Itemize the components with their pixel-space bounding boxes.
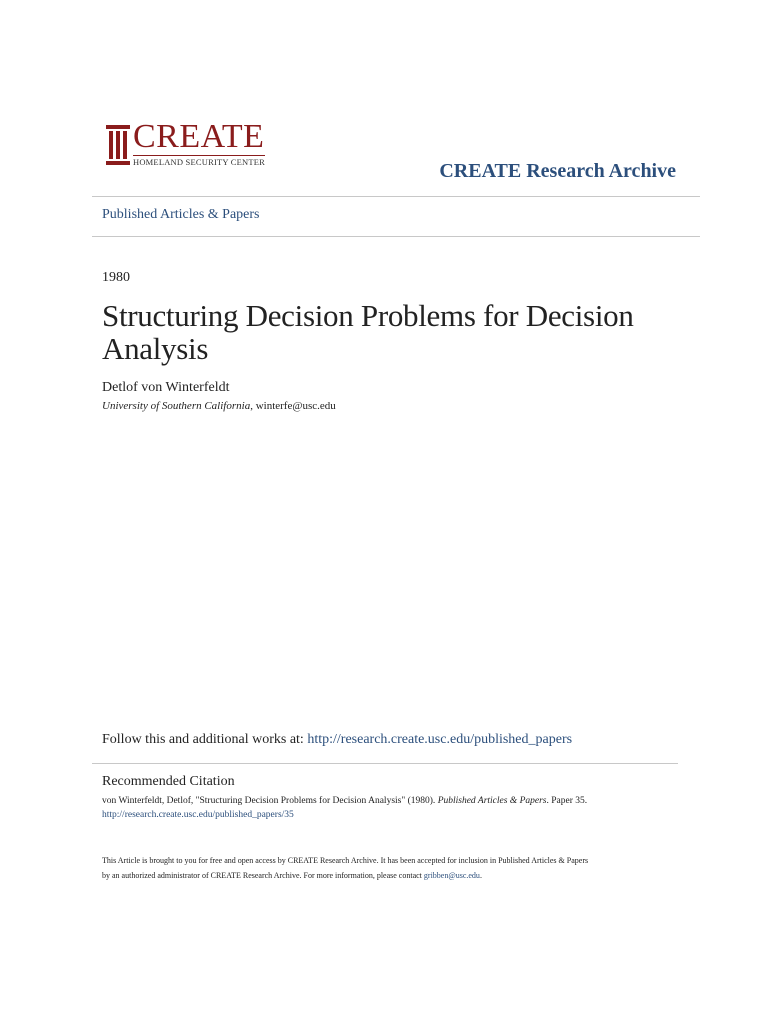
logo-wordmark: CREATE	[133, 118, 265, 155]
affiliation-name: University of Southern California	[102, 400, 251, 412]
author-email: winterfe@usc.edu	[255, 400, 336, 412]
citation-heading: Recommended Citation	[102, 774, 235, 789]
citation-text	[102, 796, 587, 806]
logo-subtitle: HOMELAND SECURITY CENTER	[133, 157, 265, 167]
citation-suffix: . Paper 35.	[546, 796, 588, 806]
create-logo[interactable]	[106, 118, 276, 170]
access-notice-line2	[102, 871, 482, 880]
follow-label: Follow this and additional works at:	[102, 732, 308, 747]
author-affiliation	[102, 400, 336, 412]
notice-suffix: .	[479, 871, 482, 880]
divider	[92, 763, 678, 764]
follow-link[interactable]: http://research.create.usc.edu/published_papers	[307, 732, 573, 747]
article-title: Structuring Decision Problems for Decision Analysis	[102, 298, 634, 366]
collection-link[interactable]: Published Articles & Papers	[102, 207, 260, 222]
citation-link[interactable]: http://research.create.usc.edu/published_papers/35	[102, 810, 294, 820]
pillar-icon	[106, 125, 130, 165]
citation-prefix: von Winterfeldt, Detlof, "Structuring Decision Problems for Decision Analysis" (1980).	[102, 796, 438, 806]
author-name: Detlof von Winterfeldt	[102, 380, 230, 395]
divider	[92, 236, 700, 237]
publication-year: 1980	[102, 270, 130, 285]
affiliation-separator: ,	[250, 400, 256, 412]
citation-series: Published Articles & Papers	[437, 796, 547, 806]
notice-prefix: by an authorized administrator of CREATE Research Archive. For more information, please contact	[102, 871, 424, 880]
access-notice-line1: This Article is brought to you for free and open access by CREATE Research Archive. It has been accepted for inclusion in Published Articles & Papers	[102, 856, 589, 865]
contact-email-link[interactable]: gribben@usc.edu	[423, 871, 480, 880]
archive-link[interactable]: CREATE Research Archive	[439, 160, 676, 182]
divider	[92, 196, 700, 197]
follow-line	[102, 732, 572, 748]
